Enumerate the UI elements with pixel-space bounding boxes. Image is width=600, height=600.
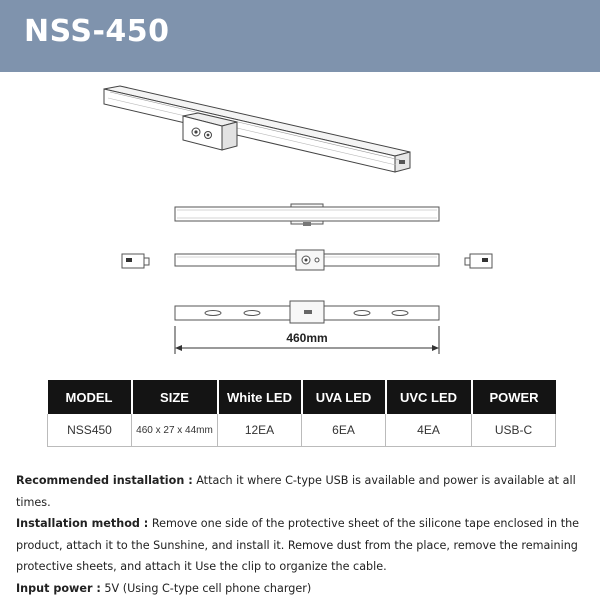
power-text: 5V (Using C-type cell phone charger) [100,581,312,595]
header-white-led: White LED [218,380,302,414]
value-white-led: 12EA [218,414,302,447]
product-title: NSS-450 [24,14,170,49]
value-power: USB-C [472,414,556,447]
header-size: SIZE [132,380,218,414]
method-text: Remove one side of the protective sheet of the silicone tape enclosed in the product, attach it to the Sunshine, and install it. Remove dust from the place, remove the remaining protective sheets, and attach it Use the clip to organize the cable. [16,517,580,573]
header-power: POWER [472,380,556,414]
technical-drawing [0,72,600,372]
note-recommended-installation [16,470,588,513]
method-label: Installation method : [16,517,149,530]
dimension-label: 460mm [286,331,328,345]
value-uvc-led: 4EA [386,414,472,447]
install-text: Attach it where C-type USB is available and power is available at all times. [16,474,576,509]
value-size: 460 x 27 x 44mm [132,414,218,447]
spec-table [47,380,556,447]
bottom-view [175,301,439,323]
value-uva-led: 6EA [302,414,386,447]
spec-value-row [48,414,556,447]
note-installation-method [16,513,588,578]
install-label: Recommended installation : [16,474,193,487]
value-model: NSS450 [48,414,132,447]
header-banner [0,0,600,72]
note-input-power [16,578,588,600]
top-view [175,204,439,226]
installation-notes [16,470,588,599]
front-view [122,250,492,270]
header-uvc-led: UVC LED [386,380,472,414]
power-label: Input power : [16,581,101,595]
header-model: MODEL [48,380,132,414]
isometric-view [104,86,410,172]
spec-header-row [48,380,556,414]
header-uva-led: UVA LED [302,380,386,414]
